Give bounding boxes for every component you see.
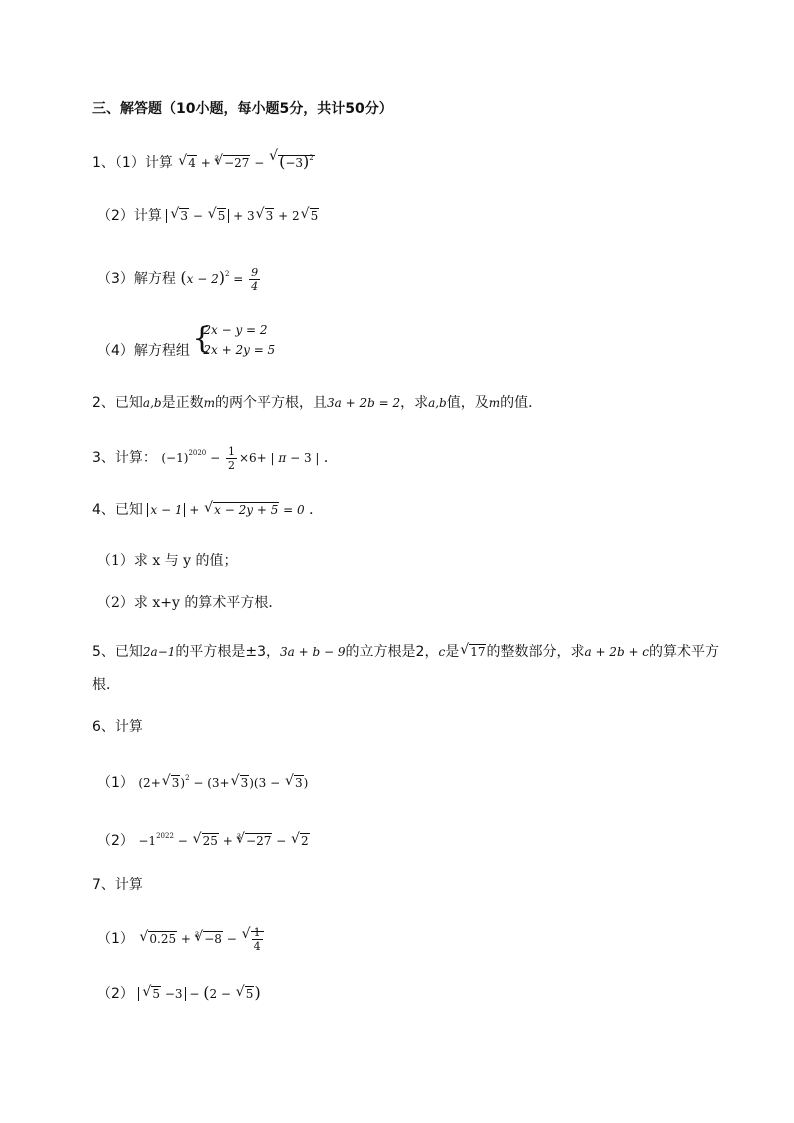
q1-sub2-expr: √ 3 − √ 5 + 3√ 3 + 2√ 5: [166, 209, 319, 223]
question-7-sub-1: [97, 925, 264, 953]
q1-sub3-expr: $(x - 2)^2$ = $\frac{9}{4}$: [180, 266, 259, 293]
q5-expr-1: 2a−1: [142, 645, 176, 659]
q7-s1-expr: √ 0.25 + $^3$√ −8 − √ $\frac{1}{4}$: [138, 932, 263, 946]
q1-sub4-label: （4）解方程组: [97, 343, 190, 359]
question-4-sub-2: （2）求 x+y 的算术平方根．: [97, 595, 283, 611]
q5-text-2: 的平方根是±3，: [175, 644, 281, 660]
q4-label: 4、已知: [92, 502, 143, 518]
q6-exponent: 2022: [156, 832, 174, 840]
q1-expr: √ 4 + $^3$√ −27 − √ $(-3)^2$: [177, 156, 314, 170]
question-7-sub-2: [97, 983, 261, 1004]
q3-label: 3、计算：: [92, 450, 157, 466]
q2-text-6: 的值．: [500, 395, 543, 411]
question-5-line-2: 根．: [92, 677, 120, 693]
q7-s2-label: （2）: [97, 986, 134, 1002]
sys-eq1: 2x − y = 2: [203, 323, 268, 337]
q5-text-5: 的整数部分，求: [486, 644, 585, 660]
q2-ab-2: a,b: [428, 396, 447, 410]
q7-s2-expr: √ 5 −3 − (2 − √ 5): [138, 987, 260, 1001]
q3-exponent: 2020: [188, 449, 207, 457]
q5-sqrt17: √ 17: [459, 645, 486, 659]
question-6-label: 6、计算: [92, 719, 143, 735]
q1-label: 1、（1）计算: [92, 155, 173, 171]
q2-condition: 3a + 2b = 2: [326, 396, 401, 410]
question-6-sub-1: [97, 768, 308, 793]
q2-text-2: 是正数: [161, 395, 204, 411]
q2-text-3: 的两个平方根，且: [214, 395, 327, 411]
q1-sub3-label: （3）解方程: [97, 271, 176, 287]
question-4-sub-1: （1）求 x 与 y 的值；: [97, 553, 238, 569]
q2-text-1: 2、已知: [92, 395, 143, 411]
q1-equation-system: { 2x − y = 2 2x + 2y = 5: [194, 320, 275, 360]
q4-expr: x − 1 + √ x − 2y + 5 = 0: [147, 503, 304, 517]
q6-s2-expr: $-1^{2022}$ − √ 25 + $^3$√ −27 − √ 2: [138, 834, 309, 848]
q3-expr: $(-1)^{2020}$ − $\frac{1}{2}$ ×6+ | π − 3 |: [161, 445, 320, 472]
question-3: 3、计算： $(-1)^{2020}$ − $\frac{1}{2}$ ×6+ | π − 3 | ．: [92, 445, 338, 472]
question-7-label: 7、计算: [92, 877, 143, 893]
question-5-line-1: [92, 642, 719, 662]
q5-expr-2: 3a + b − 9: [280, 645, 346, 659]
q5-text-4: 是: [445, 644, 460, 660]
q2-m: m: [203, 396, 215, 410]
question-2: [92, 393, 542, 413]
q2-text-5: 值，及: [446, 395, 489, 411]
section-heading: 三、解答题（10小题，每小题5分，共计50分）: [92, 101, 393, 117]
q2-ab: a,b: [142, 396, 162, 410]
q6-s2-label: （2）: [97, 833, 134, 849]
question-4: 4、已知 x − 1 + √ x − 2y + 5 = 0 ．: [92, 500, 323, 520]
question-1-part-1: [92, 148, 315, 173]
q5-c: c: [438, 645, 446, 659]
question-1-part-4: [97, 321, 276, 371]
question-1-part-3: [97, 264, 262, 293]
q5-text-3: 的立方根是2，: [345, 644, 439, 660]
q5-text-1: 5、已知: [92, 644, 143, 660]
q6-s1-label: （1）: [97, 775, 134, 791]
q5-expr-3: a + 2b + c: [584, 645, 650, 659]
question-6-sub-2: [97, 826, 310, 851]
q2-m-2: m: [488, 396, 501, 410]
q5-text-6: 的算术平方: [649, 644, 720, 660]
q6-s1-expr: (2+√ 3)$^2$ − (3+√ 3)(3 − √ 3): [138, 776, 308, 790]
sys-eq2: 2x + 2y = 5: [203, 343, 276, 357]
q7-s1-label: （1）: [97, 931, 134, 947]
q2-text-4: ，求: [400, 395, 429, 411]
q1-sub2-label: （2）计算: [97, 208, 162, 224]
question-1-part-2: [97, 206, 319, 226]
